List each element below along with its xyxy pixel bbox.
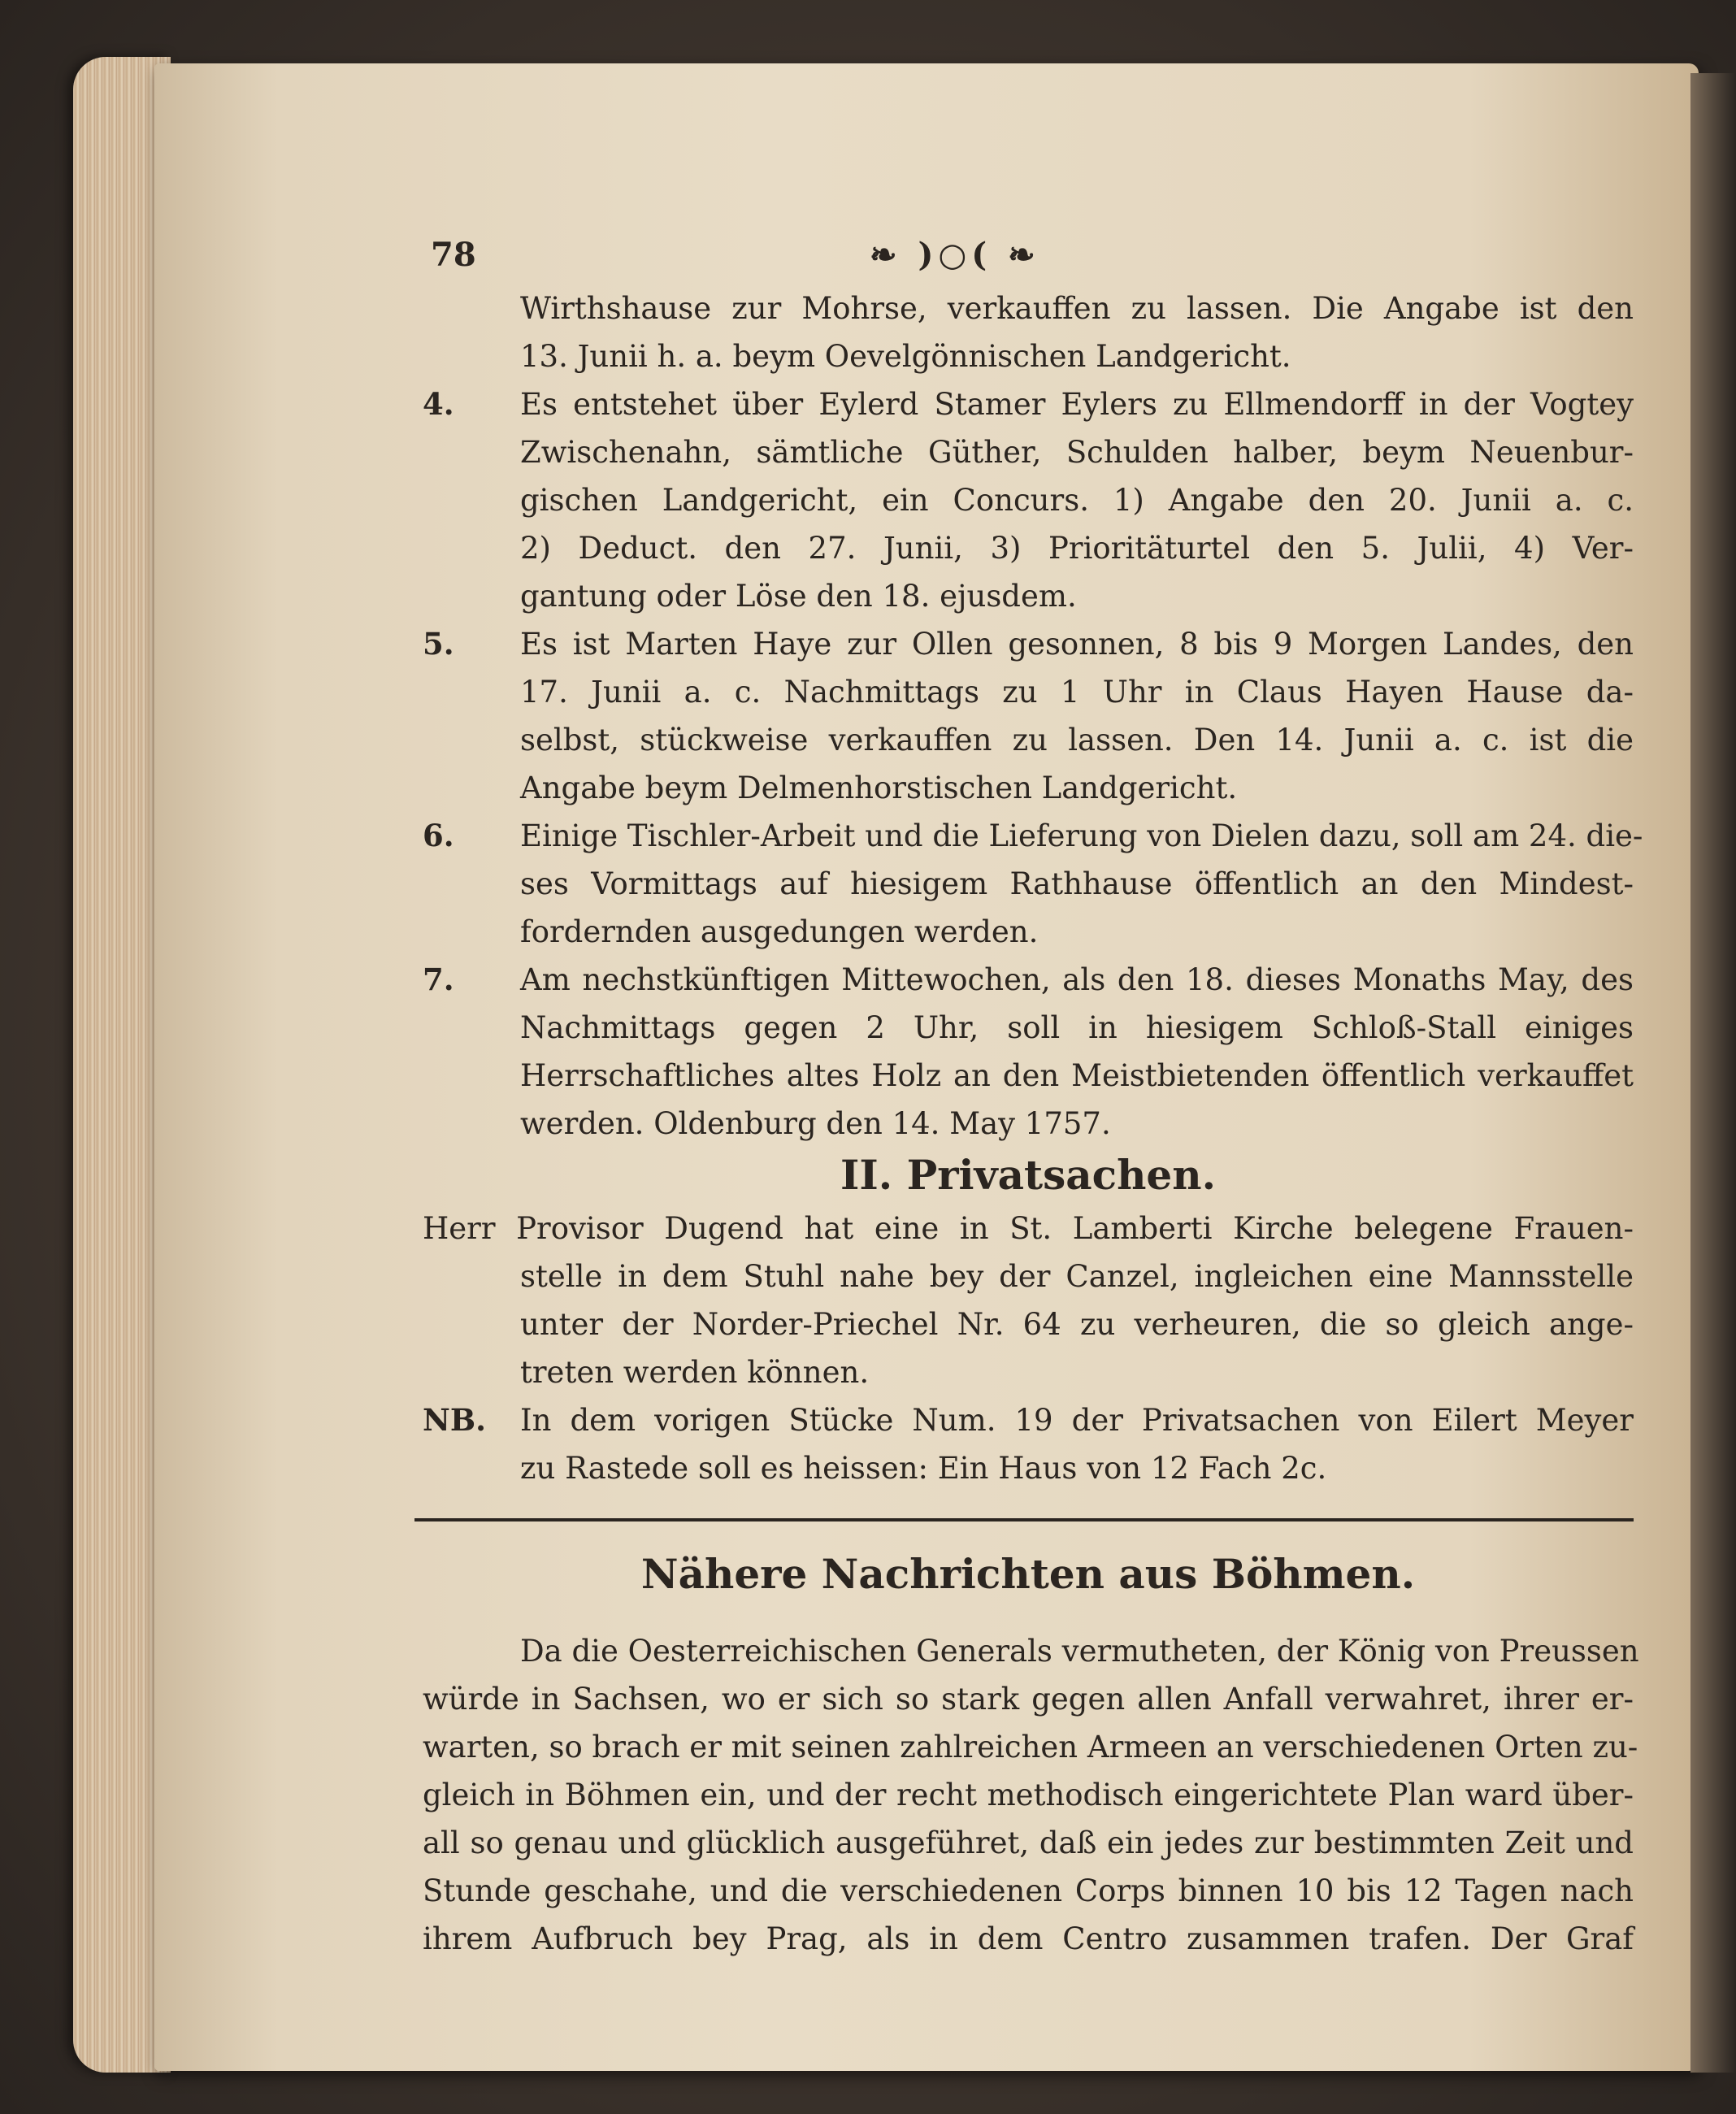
text-line: würde in Sachsen, wo er sich so stark gegen allen Anfall verwahret, ihrer er- xyxy=(423,1682,1634,1717)
text-line: selbst, stückweise verkauffen zu lassen. Den 14. Junii a. c. ist die xyxy=(520,723,1634,757)
text-line: 13. Junii h. a. beym Oevelgönnischen Landgericht. xyxy=(520,339,1291,374)
text-line: Stunde geschahe, und die verschiedenen Corps binnen 10 bis 12 Tagen nach xyxy=(423,1873,1634,1908)
text-line: unter der Norder-Priechel Nr. 64 zu verheuren, die so gleich ange- xyxy=(520,1307,1634,1342)
book-gutter xyxy=(1690,73,1736,2073)
entry-number: 4. xyxy=(423,386,454,422)
section-title: II. Privatsachen. xyxy=(840,1151,1216,1199)
page-text xyxy=(423,284,1643,1963)
text-line: Es entstehet über Eylerd Stamer Eylers zu Ellmendorff in der Vogtey xyxy=(520,387,1634,422)
continuation-text xyxy=(423,284,1634,380)
text-line: warten, so brach er mit seinen zahlreichen Armeen an verschiedenen Orten zu- xyxy=(423,1730,1638,1765)
text-line: Zwischenahn, sämtliche Güther, Schulden halber, beym Neuenbur- xyxy=(520,435,1634,470)
text-line: Wirthshause zur Mohrse, verkauffen zu lassen. Die Angabe ist den xyxy=(520,291,1634,326)
article-paragraph xyxy=(423,1627,1639,1963)
text-line: ihrem Aufbruch bey Prag, als in dem Centro zusammen trafen. Der Graf xyxy=(423,1921,1634,1956)
text-line: Herrschaftliches altes Holz an den Meistbietenden öffentlich verkauffet xyxy=(520,1058,1634,1093)
entry-number: 6. xyxy=(423,818,454,853)
entry-6 xyxy=(423,812,1643,956)
entry-4 xyxy=(423,380,1634,620)
text-line: werden. Oldenburg den 14. May 1757. xyxy=(520,1106,1111,1141)
text-line: Nachmittags gegen 2 Uhr, soll in hiesigem Schloß-Stall einiges xyxy=(520,1010,1634,1045)
text-line: In dem vorigen Stücke Num. 19 der Privatsachen von Eilert Meyer xyxy=(520,1403,1634,1438)
entry-number: 7. xyxy=(423,962,454,997)
section-divider xyxy=(414,1518,1634,1521)
text-line: stelle in dem Stuhl nahe bey der Canzel, ingleichen eine Mannsstelle xyxy=(520,1259,1634,1294)
text-line: gischen Landgericht, ein Concurs. 1) Angabe den 20. Junii a. c. xyxy=(520,483,1634,518)
entry-7 xyxy=(423,956,1634,1148)
text-line: gantung oder Löse den 18. ejusdem. xyxy=(520,579,1077,614)
text-line: 17. Junii a. c. Nachmittags zu 1 Uhr in Claus Hayen Hause da- xyxy=(520,675,1634,710)
text-line: zu Rastede soll es heissen: Ein Haus von 12 Fach 2c. xyxy=(520,1451,1327,1486)
text-line: all so genau und glücklich ausgeführet, daß ein jedes zur bestimmten Zeit und xyxy=(423,1825,1634,1860)
text-line: Da die Oesterreichischen Generals vermutheten, der König von Preussen xyxy=(520,1634,1639,1669)
entry-5 xyxy=(423,620,1634,812)
nota-bene-entry xyxy=(423,1396,1634,1492)
entry-number: 5. xyxy=(423,626,454,662)
text-line: Es ist Marten Haye zur Ollen gesonnen, 8 bis 9 Morgen Landes, den xyxy=(520,627,1634,662)
page-header xyxy=(431,236,1634,284)
text-line: 2) Deduct. den 27. Junii, 3) Prioritäturtel den 5. Julii, 4) Ver- xyxy=(520,531,1634,566)
text-line: ses Vormittags auf hiesigem Rathhause öffentlich an den Mindest- xyxy=(520,866,1634,901)
header-ornament: ❧ )○( ❧ xyxy=(870,236,1040,274)
article-headline: Nähere Nachrichten aus Böhmen. xyxy=(640,1550,1416,1598)
private-entry xyxy=(423,1205,1634,1396)
nota-bene-label: NB. xyxy=(423,1402,486,1438)
text-line: Angabe beym Delmenhorstischen Landgericht. xyxy=(520,771,1238,805)
text-line: Einige Tischler-Arbeit und die Lieferung von Dielen dazu, soll am 24. die- xyxy=(520,818,1643,853)
text-line: treten werden können. xyxy=(520,1355,870,1390)
text-line: Am nechstkünftigen Mittewochen, als den 18. dieses Monaths May, des xyxy=(520,962,1634,997)
text-line: gleich in Böhmen ein, und der recht methodisch eingerichtete Plan ward über- xyxy=(423,1778,1634,1812)
text-line: fordernden ausgedungen werden. xyxy=(520,914,1039,949)
text-line: Herr Provisor Dugend hat eine in St. Lamberti Kirche belegene Frauen- xyxy=(423,1211,1634,1246)
page-number: 78 xyxy=(431,236,476,274)
